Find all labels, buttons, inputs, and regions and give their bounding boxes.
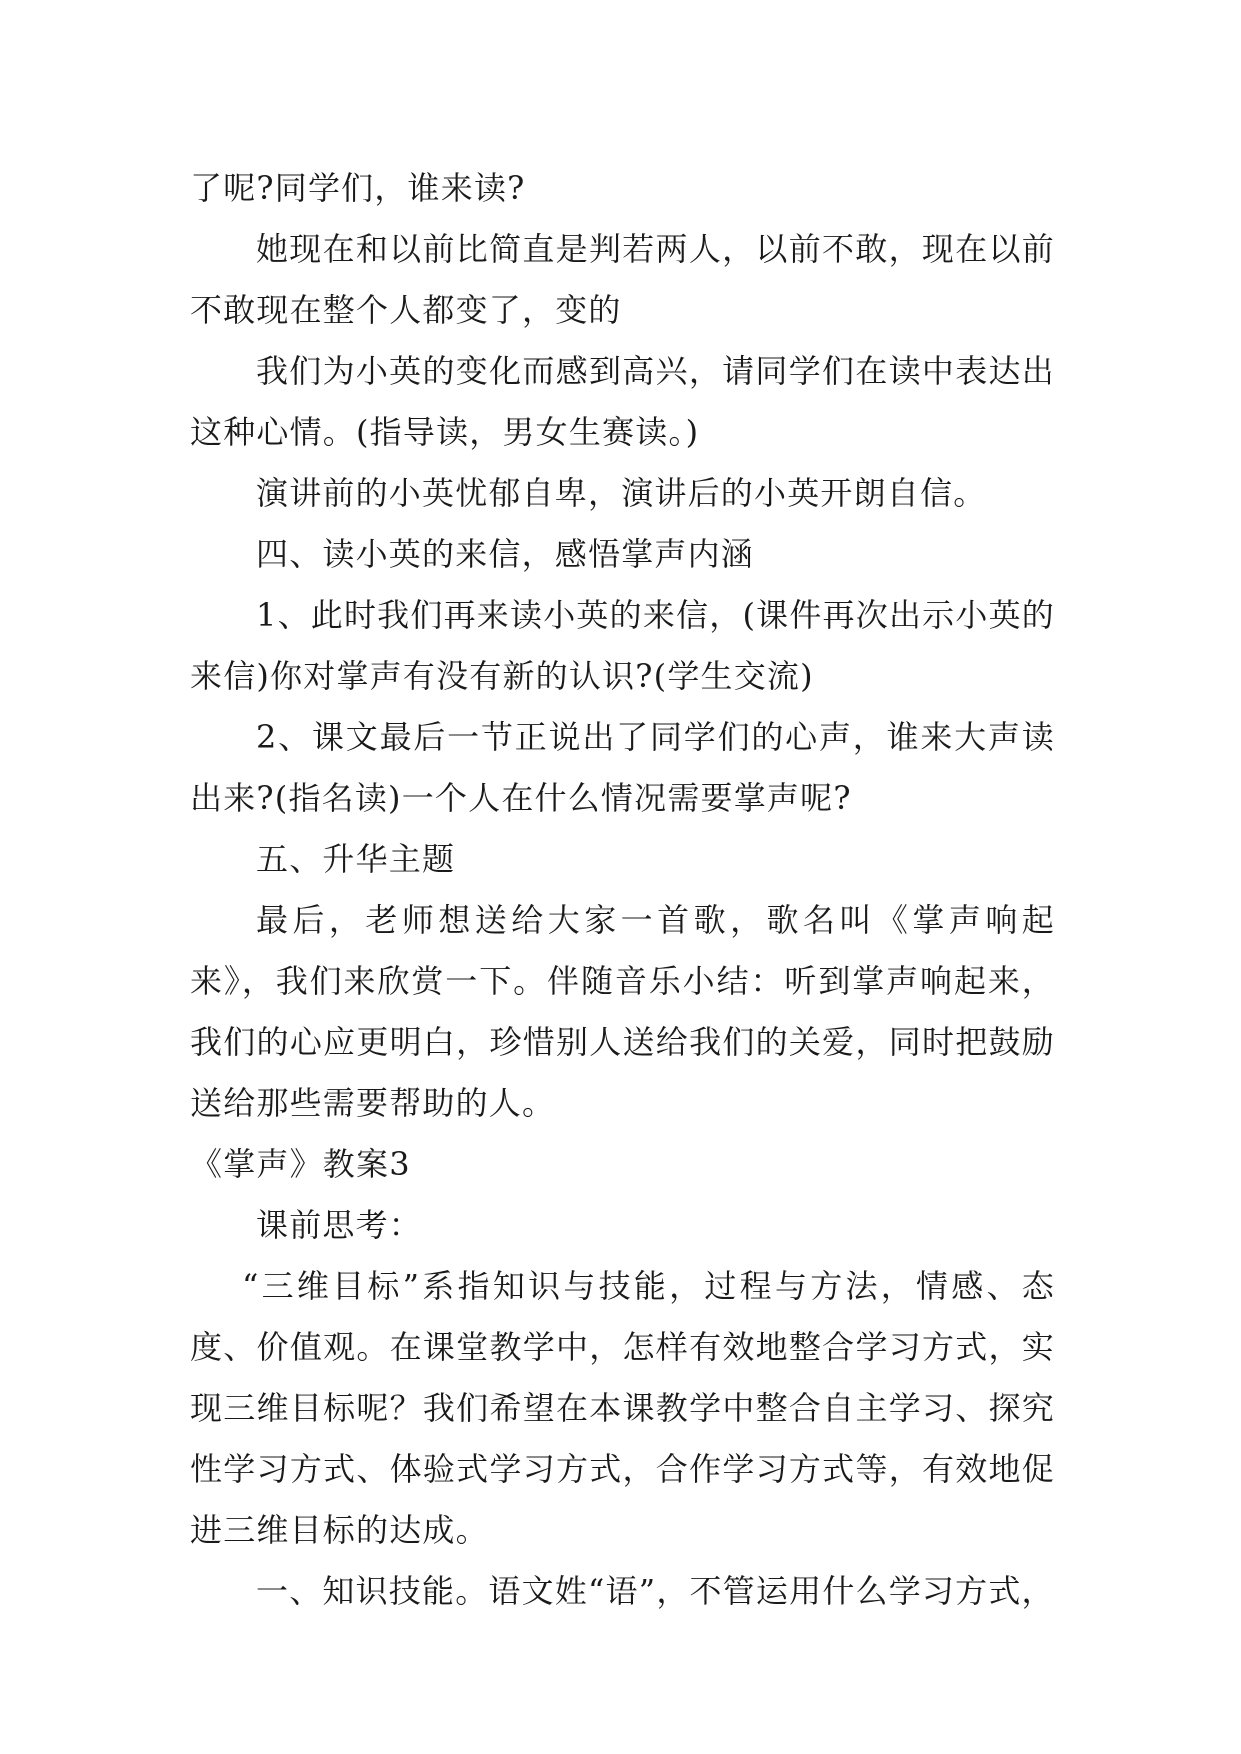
paragraph: 1、此时我们再来读小英的来信，(课件再次出示小英的来信)你对掌声有没有新的认识?(学生交流) — [190, 596, 1055, 695]
paragraph: “三维目标”系指知识与技能，过程与方法，情感、态度、价值观。在课堂教学中，怎样有效地整合学习方式，实现三维目标呢？我们希望在本课教学中整合自主学习、探究性学习方式、体验式学习方式，合作学习方式等，有效地促进三维目标的达成。 — [190, 1267, 1055, 1549]
section-heading: 课前思考： — [256, 1206, 423, 1244]
paragraph: 演讲前的小英忧郁自卑，演讲后的小英开朗自信。 — [256, 474, 987, 512]
paragraph: 一、知识技能。语文姓“语”，不管运用什么学习方式， — [256, 1572, 1055, 1610]
document-title: 《掌声》教案3 — [190, 1145, 411, 1183]
section-heading: 五、升华主题 — [256, 840, 456, 878]
paragraph: 最后，老师想送给大家一首歌，歌名叫《掌声响起来》，我们来欣赏一下。伴随音乐小结：听到掌声响起来，我们的心应更明白，珍惜别人送给我们的关爱，同时把鼓励送给那些需要帮助的人。 — [190, 901, 1055, 1122]
section-heading: 四、读小英的来信，感悟掌声内涵 — [256, 535, 755, 573]
document-body — [190, 158, 1055, 1622]
paragraph: 我们为小英的变化而感到高兴，请同学们在读中表达出这种心情。(指导读，男女生赛读。) — [190, 352, 1055, 451]
paragraph: 2、课文最后一节正说出了同学们的心声，谁来大声读出来?(指名读)一个人在什么情况需要掌声呢? — [190, 718, 1055, 817]
paragraph: 了呢?同学们，谁来读? — [190, 169, 526, 207]
paragraph: 她现在和以前比简直是判若两人，以前不敢，现在以前不敢现在整个人都变了，变的 — [190, 230, 1055, 329]
